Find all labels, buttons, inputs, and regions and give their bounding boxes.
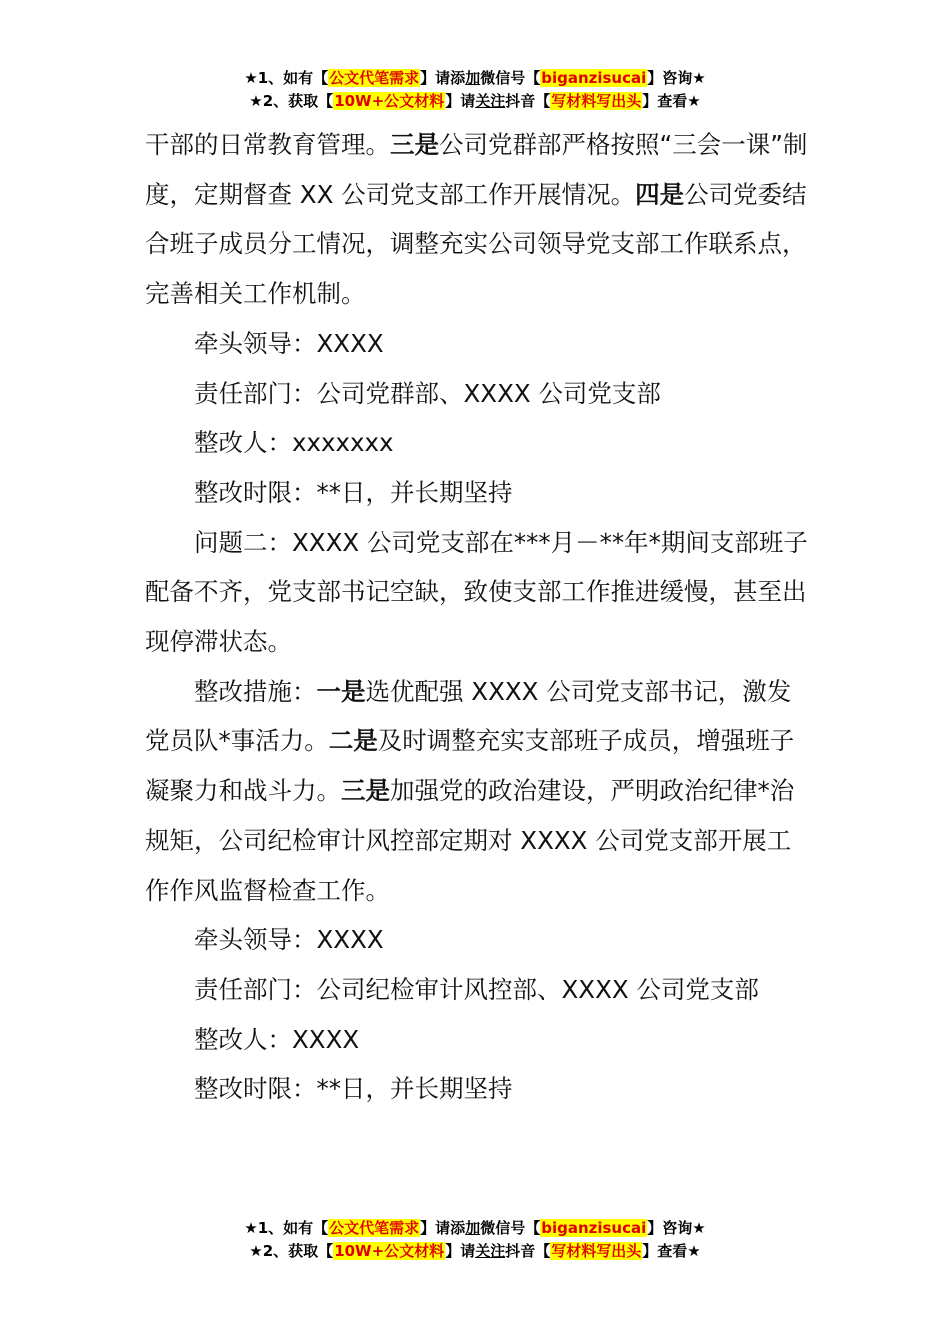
bold-marker: 二是	[328, 726, 378, 756]
banner-text: 】请添	[420, 1219, 466, 1237]
text-run: 干部的日常教育管理。	[145, 130, 390, 159]
text-run: 整改措施：	[194, 676, 317, 706]
rectifier: 整改人：xxxxxxx	[194, 428, 394, 458]
banner-text: 微信号【	[480, 69, 541, 87]
banner-text: 抖音【	[505, 1242, 551, 1260]
banner-line-1	[0, 67, 950, 90]
responsible-department-2: 责任部门：公司纪检审计风控部、XXXX 公司党支部	[194, 974, 759, 1004]
banner-underlined: 加	[465, 69, 481, 87]
header-banner	[0, 67, 950, 113]
text-run: 及时调整充实支部班子成员，增强班子凝聚力和战斗力。	[145, 726, 795, 806]
banner-text: 】咨询★	[647, 69, 706, 87]
banner-text: 】查看★	[642, 92, 701, 110]
banner-line-1	[0, 1217, 950, 1240]
banner-highlight: 写材料写出头	[551, 1242, 642, 1260]
banner-text: ★2、获取【	[249, 92, 334, 110]
text-run: 选优配强 XXXX 公司党支部书记，激发党员队*事活力。	[145, 676, 792, 756]
banner-highlight: 公文代笔需求	[329, 1219, 420, 1237]
banner-text: 】请	[445, 1242, 476, 1260]
banner-text: 】咨询★	[647, 1219, 706, 1237]
banner-highlight: 写材料写出头	[551, 92, 642, 110]
bold-marker: 一是	[316, 676, 366, 706]
rectifier-2: 整改人：XXXX	[194, 1024, 360, 1054]
banner-wechat-id: biganzisucai	[541, 69, 647, 87]
banner-text: ★1、如有【	[244, 1219, 329, 1237]
banner-wechat-id: biganzisucai	[541, 1219, 647, 1237]
text-run: 加强党的政治建设，严明政治纪律*治规矩，公司纪检审计风控部定期对 XXXX 公司党支部开展工作作风监督检查工作。	[145, 776, 795, 905]
banner-text: 抖音【	[505, 92, 551, 110]
banner-line-2	[0, 1240, 950, 1263]
problem-two: 问题二：XXXX 公司党支部在***月－**年*期间支部班子配备不齐，党支部书记空缺，致使支部工作推进缓慢，甚至出现停滞状态。	[145, 527, 808, 657]
banner-underlined: 加	[465, 1219, 481, 1237]
footer-banner	[0, 1217, 950, 1263]
bold-marker: 四是	[635, 179, 685, 209]
responsible-department: 责任部门：公司党群部、XXXX 公司党支部	[194, 378, 661, 408]
deadline: 整改时限：**日，并长期坚持	[194, 477, 513, 507]
banner-highlight: 公文代笔需求	[329, 69, 420, 87]
banner-highlight: 10W+公文材料	[334, 92, 445, 110]
deadline-2: 整改时限：**日，并长期坚持	[194, 1074, 513, 1104]
lead-leader-2: 牵头领导：XXXX	[194, 925, 384, 955]
banner-line-2	[0, 90, 950, 113]
banner-underlined: 关注	[475, 92, 506, 110]
banner-text: 】查看★	[642, 1242, 701, 1260]
document-body	[145, 120, 810, 1114]
paragraph-continuation	[145, 120, 810, 319]
banner-underlined: 关注	[475, 1242, 506, 1260]
rectification-measures	[145, 667, 810, 916]
banner-text: 】请添	[420, 69, 466, 87]
banner-highlight: 10W+公文材料	[334, 1242, 445, 1260]
banner-text: 微信号【	[480, 1219, 541, 1237]
banner-text: 】请	[445, 92, 476, 110]
text-run: 公司党委结合班子成员分工情况，调整充实公司领导党支部工作联系点，完善相关工作机制。	[145, 179, 807, 309]
banner-text: ★2、获取【	[249, 1242, 334, 1260]
bold-marker: 三是	[390, 130, 439, 159]
bold-marker: 三是	[341, 776, 390, 806]
text-run: 公司党群部严格按照“三会一课”制度，定期督查 XX 公司党支部工作开展情况。	[145, 130, 808, 209]
banner-text: ★1、如有【	[244, 69, 329, 87]
lead-leader: 牵头领导：XXXX	[194, 328, 384, 358]
